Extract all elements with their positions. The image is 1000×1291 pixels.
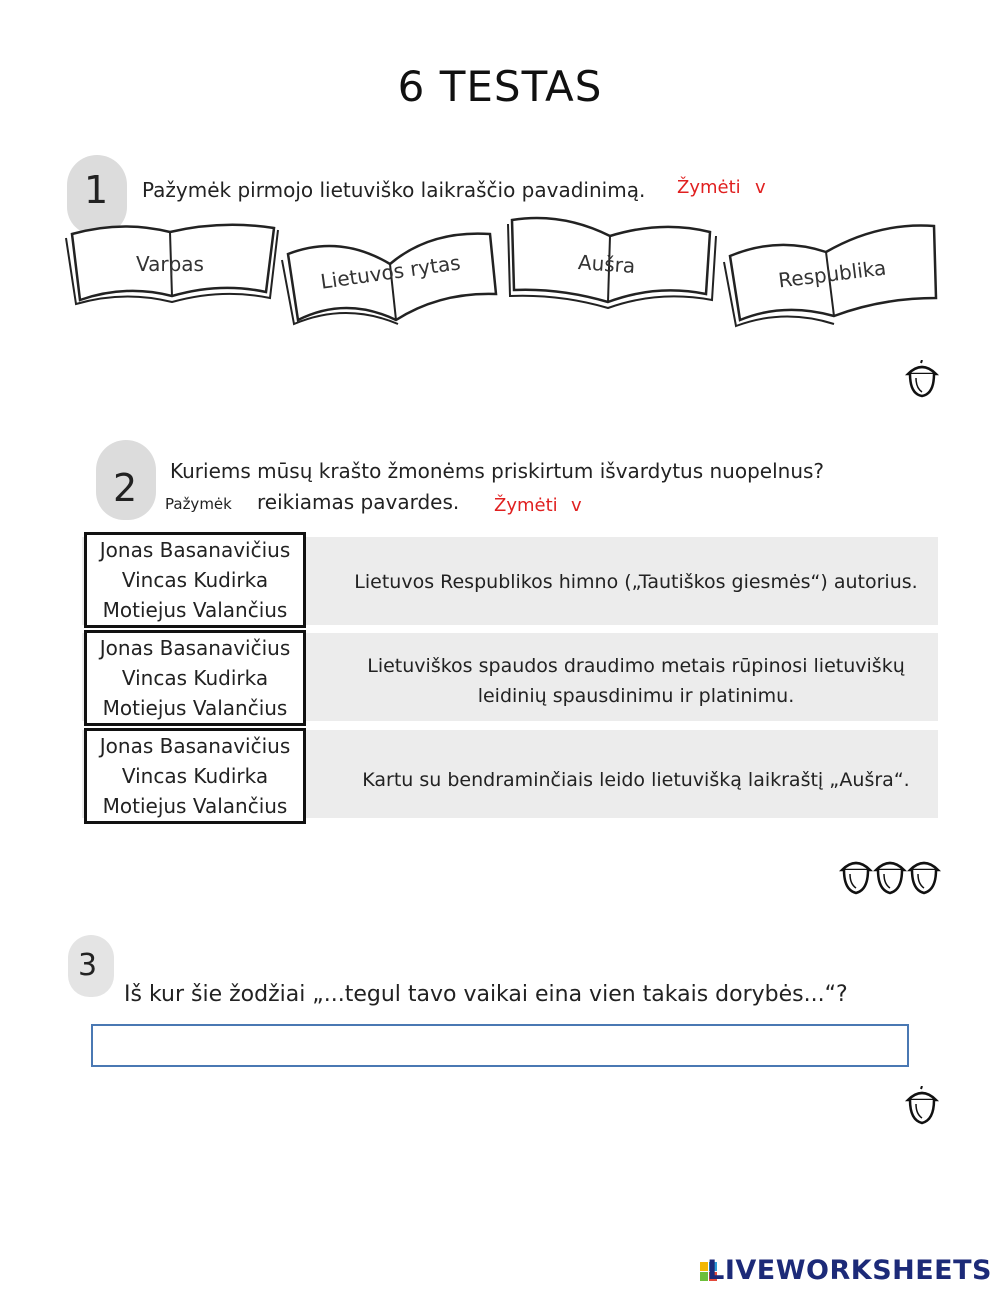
statement-text [312, 765, 960, 795]
statement-line: Lietuvos Respublikos himno („Tautiškos giesmės“) autorius. [354, 571, 918, 593]
name-options-box[interactable] [84, 630, 306, 726]
question-2-subtext: reikiamas pavardes. [257, 490, 460, 514]
statement-text [312, 567, 960, 597]
book-option-respublika[interactable] [722, 214, 940, 328]
question-2-text: Kuriems mūsų krašto žmonėms priskirtum išvardytus nuopelnus? [170, 459, 825, 483]
name-options-box[interactable] [84, 532, 306, 628]
q1-mark-label: Žymėti [677, 177, 741, 198]
book-option-varpas[interactable] [62, 212, 284, 308]
acorn-icon [910, 863, 938, 893]
brand-text[interactable]: LIVEWORKSHEETS [707, 1255, 992, 1286]
name-option[interactable]: Motiejus Valančius [102, 794, 288, 818]
question-1-text: Pažymėk pirmojo lietuviško laikraščio pavadinimą. [142, 178, 646, 202]
option-label: Varpas [136, 252, 204, 276]
statement-line: Lietuviškos spaudos draudimo metais rūpinosi lietuviškų [367, 655, 905, 677]
question-2-number: 2 [113, 466, 138, 510]
question-3-text: Iš kur šie žodžiai „...tegul tavo vaikai eina vien takais dorybės...“? [124, 982, 848, 1007]
acorn-icon [876, 863, 904, 893]
question-3-number: 3 [78, 948, 98, 983]
statement-line: leidinių spausdinimu ir platinimu. [477, 685, 795, 707]
name-option[interactable]: Jonas Basanavičius [99, 538, 291, 562]
option-label: Respublika [776, 255, 888, 293]
name-option[interactable]: Motiejus Valančius [102, 598, 288, 622]
answer-input[interactable] [91, 1024, 909, 1067]
q2-mark-label: Žymėti [494, 495, 558, 516]
acorn-points-group [838, 856, 942, 896]
q2-mark-symbol: v [571, 495, 582, 516]
question-2-subtext-small: Pažymėk [165, 495, 232, 513]
question-1-number: 1 [84, 168, 109, 212]
name-option[interactable]: Vincas Kudirka [121, 568, 269, 592]
acorn-icon [904, 360, 940, 398]
option-label: Aušra [577, 250, 637, 278]
book-option-ausra[interactable] [504, 210, 720, 310]
name-option[interactable]: Motiejus Valančius [102, 696, 288, 720]
statement-text [312, 651, 960, 711]
name-option[interactable]: Vincas Kudirka [121, 764, 269, 788]
option-label: Lietuvos rytas [319, 250, 462, 294]
name-option[interactable]: Jonas Basanavičius [99, 734, 291, 758]
book-option-lietuvos-rytas[interactable] [280, 220, 502, 328]
name-option[interactable]: Vincas Kudirka [121, 666, 269, 690]
name-options-box[interactable] [84, 728, 306, 824]
acorn-icon [904, 1086, 940, 1126]
name-option[interactable]: Jonas Basanavičius [99, 636, 291, 660]
acorn-icon [842, 863, 870, 893]
statement-line: Kartu su bendraminčiais leido lietuvišką laikraštį „Aušra“. [362, 769, 910, 791]
q1-mark-symbol: v [755, 177, 766, 198]
page-title: 6 TESTAS [397, 62, 603, 111]
